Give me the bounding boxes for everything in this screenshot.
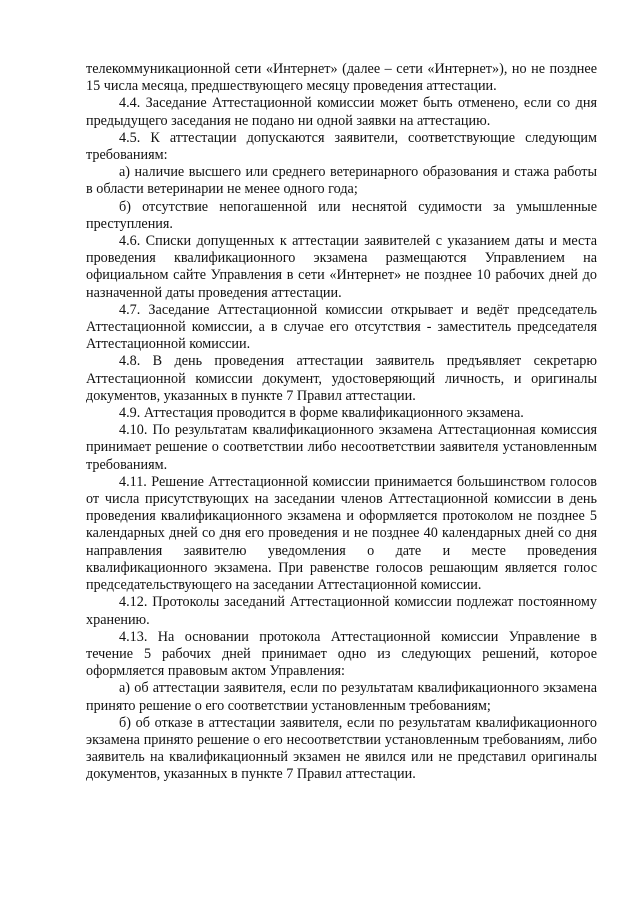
paragraph-4-13: 4.13. На основании протокола Аттестационной комиссии Управление в течение 5 рабочих дней принимает одно из следующих решений, которое оформляется правовым актом Управления: <box>86 628 597 680</box>
paragraph-4-5-a: а) наличие высшего или среднего ветеринарного образования и стажа работы в области ветеринарии не менее одного года; <box>86 164 597 198</box>
paragraph-4-9: 4.9. Аттестация проводится в форме квалификационного экзамена. <box>119 405 524 422</box>
paragraph-4-5-b: б) отсутствие непогашенной или неснятой судимости за умышленные преступления. <box>86 198 597 232</box>
document-page <box>86 61 597 784</box>
paragraph-4-10: 4.10. По результатам квалификационного экзамена Аттестационная комиссия принимает решение о соответствии либо несоответствии заявителя установленным требованиям. <box>86 422 597 473</box>
paragraph-4-7: 4.7. Заседание Аттестационной комиссии открывает и ведёт председатель Аттестационной комиссии, а в случае его отсутствия - заместитель председателя Аттестационной комиссии. <box>86 301 597 353</box>
paragraph-4-12: 4.12. Протоколы заседаний Аттестационной комиссии подлежат постоянному хранению. <box>86 594 597 628</box>
paragraph-4-8: 4.8. В день проведения аттестации заявитель предъявляет секретарю Аттестационной комиссии документ, удостоверяющий личность, и оригиналы документов, указанных в пункте 7 Правил аттестации. <box>86 353 597 404</box>
paragraph-continuation: телекоммуникационной сети «Интернет» (далее – сети «Интернет»), но не позднее 15 числа месяца, предшествующего месяцу проведения аттестации. <box>86 61 597 95</box>
paragraph-4-4: 4.4. Заседание Аттестационной комиссии может быть отменено, если со дня предыдущего заседания не подано ни одной заявки на аттестацию. <box>86 95 597 129</box>
paragraph-4-11: 4.11. Решение Аттестационной комиссии принимается большинством голосов от числа присутствующих на заседании членов Аттестационной комиссии в день проведения квалификационного экзамена и оформляется протоколом не позднее 5 календарных дней со дня его проведения и не позднее 40 календарных дней со дня направления заявителю уведомления о дате и месте проведения квалификационного экзамена. При равенстве голосов решающим является голос председательствующего на заседании Аттестационной комиссии. <box>86 473 597 594</box>
paragraph-4-13-a: а) об аттестации заявителя, если по результатам квалификационного экзамена принято решение о его соответствии установленным требованиям; <box>86 680 597 714</box>
paragraph-4-13-b: б) об отказе в аттестации заявителя, если по результатам квалификационного экзамена принято решение о его несоответствии установленным требованиям, либо заявитель на квалификационный экзамен не явился или не представил оригиналы документов, указанных в пункте 7 Правил аттестации. <box>86 714 597 783</box>
paragraph-4-6: 4.6. Списки допущенных к аттестации заявителей с указанием даты и места проведения квалификационного экзамена размещаются Управлением на официальном сайте Управления в сети «Интернет» не позднее 10 рабочих дней до назначенной даты проведения аттестации. <box>86 233 597 301</box>
paragraph-4-5: 4.5. К аттестации допускаются заявители, соответствующие следующим требованиям: <box>86 129 597 164</box>
